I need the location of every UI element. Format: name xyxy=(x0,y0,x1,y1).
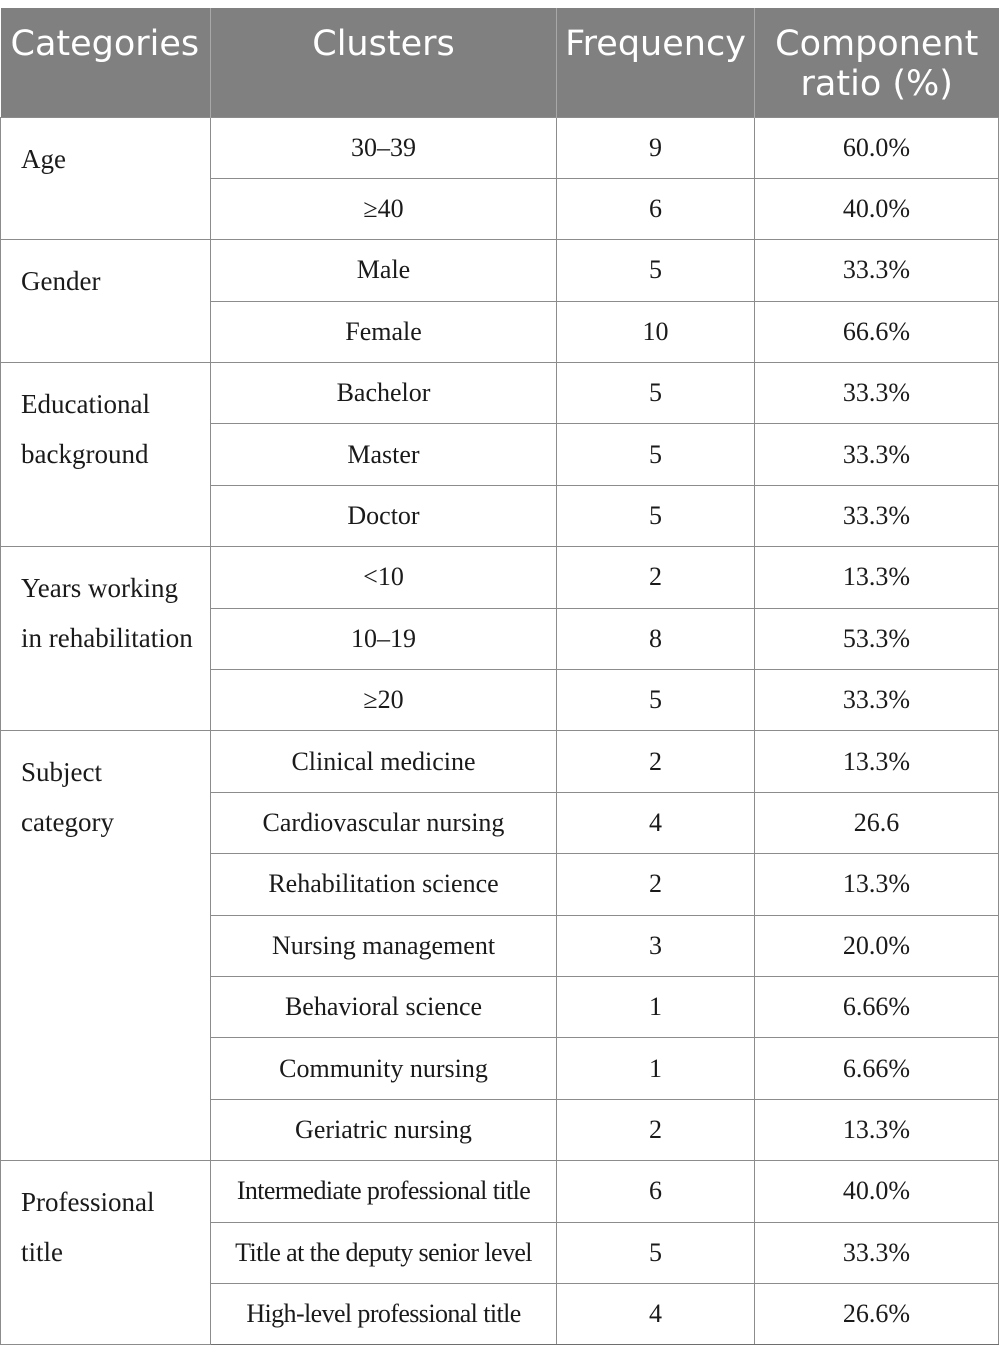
ratio-cell: 40.0% xyxy=(755,1161,999,1222)
cluster-cell: Geriatric nursing xyxy=(211,1099,557,1160)
frequency-cell: 2 xyxy=(557,1099,755,1160)
ratio-cell: 33.3% xyxy=(755,1222,999,1283)
table-row xyxy=(1,363,999,424)
ratio-cell: 26.6% xyxy=(755,1283,999,1344)
table-row xyxy=(1,117,999,178)
cluster-cell: Master xyxy=(211,424,557,485)
category-cell: Educational background xyxy=(1,363,211,547)
frequency-cell: 1 xyxy=(557,1038,755,1099)
ratio-cell: 33.3% xyxy=(755,363,999,424)
frequency-cell: 5 xyxy=(557,485,755,546)
frequency-cell: 8 xyxy=(557,608,755,669)
frequency-cell: 2 xyxy=(557,547,755,608)
header-row xyxy=(1,8,999,117)
cluster-cell: Nursing management xyxy=(211,915,557,976)
ratio-cell: 26.6 xyxy=(755,792,999,853)
cluster-cell: ≥40 xyxy=(211,178,557,239)
frequency-cell: 2 xyxy=(557,854,755,915)
table-row xyxy=(1,240,999,301)
category-cell: Age xyxy=(1,117,211,240)
cluster-cell: Clinical medicine xyxy=(211,731,557,792)
cluster-cell: Rehabilitation science xyxy=(211,854,557,915)
header-frequency: Frequency xyxy=(557,8,755,117)
frequency-cell: 9 xyxy=(557,117,755,178)
table-row xyxy=(1,547,999,608)
cluster-cell: Female xyxy=(211,301,557,362)
table-header xyxy=(1,8,999,117)
frequency-cell: 5 xyxy=(557,1222,755,1283)
cluster-cell: Intermediate professional title xyxy=(211,1161,557,1222)
ratio-cell: 53.3% xyxy=(755,608,999,669)
category-cell: Years working in rehabilitation xyxy=(1,547,211,731)
ratio-cell: 13.3% xyxy=(755,1099,999,1160)
ratio-cell: 33.3% xyxy=(755,670,999,731)
frequency-cell: 5 xyxy=(557,670,755,731)
frequency-cell: 5 xyxy=(557,240,755,301)
ratio-cell: 13.3% xyxy=(755,547,999,608)
ratio-cell: 20.0% xyxy=(755,915,999,976)
header-categories: Categories xyxy=(1,8,211,117)
frequency-cell: 3 xyxy=(557,915,755,976)
data-table-container xyxy=(0,8,998,1345)
ratio-cell: 60.0% xyxy=(755,117,999,178)
ratio-cell: 33.3% xyxy=(755,424,999,485)
category-cell: Professional title xyxy=(1,1161,211,1345)
cluster-cell: Male xyxy=(211,240,557,301)
frequency-cell: 10 xyxy=(557,301,755,362)
cluster-cell: <10 xyxy=(211,547,557,608)
frequency-cell: 5 xyxy=(557,363,755,424)
frequency-cell: 5 xyxy=(557,424,755,485)
cluster-cell: Behavioral science xyxy=(211,976,557,1037)
frequency-cell: 4 xyxy=(557,792,755,853)
cluster-cell: Cardiovascular nursing xyxy=(211,792,557,853)
table-row xyxy=(1,1161,999,1222)
ratio-cell: 40.0% xyxy=(755,178,999,239)
cluster-cell: Bachelor xyxy=(211,363,557,424)
cluster-cell: High-level professional title xyxy=(211,1283,557,1344)
ratio-cell: 6.66% xyxy=(755,976,999,1037)
table-row xyxy=(1,731,999,792)
ratio-cell: 13.3% xyxy=(755,731,999,792)
category-cell: Gender xyxy=(1,240,211,363)
frequency-cell: 6 xyxy=(557,178,755,239)
ratio-cell: 6.66% xyxy=(755,1038,999,1099)
cluster-cell: Title at the deputy senior level xyxy=(211,1222,557,1283)
frequency-cell: 2 xyxy=(557,731,755,792)
cluster-cell: Doctor xyxy=(211,485,557,546)
cluster-cell: ≥20 xyxy=(211,670,557,731)
ratio-cell: 33.3% xyxy=(755,485,999,546)
cluster-cell: Community nursing xyxy=(211,1038,557,1099)
frequency-cell: 1 xyxy=(557,976,755,1037)
frequency-cell: 4 xyxy=(557,1283,755,1344)
table-body xyxy=(1,117,999,1345)
category-cell: Subject category xyxy=(1,731,211,1161)
ratio-cell: 66.6% xyxy=(755,301,999,362)
header-clusters: Clusters xyxy=(211,8,557,117)
ratio-cell: 33.3% xyxy=(755,240,999,301)
data-table xyxy=(0,8,999,1345)
cluster-cell: 30–39 xyxy=(211,117,557,178)
ratio-cell: 13.3% xyxy=(755,854,999,915)
header-component-ratio: Component ratio (%) xyxy=(755,8,999,117)
frequency-cell: 6 xyxy=(557,1161,755,1222)
cluster-cell: 10–19 xyxy=(211,608,557,669)
